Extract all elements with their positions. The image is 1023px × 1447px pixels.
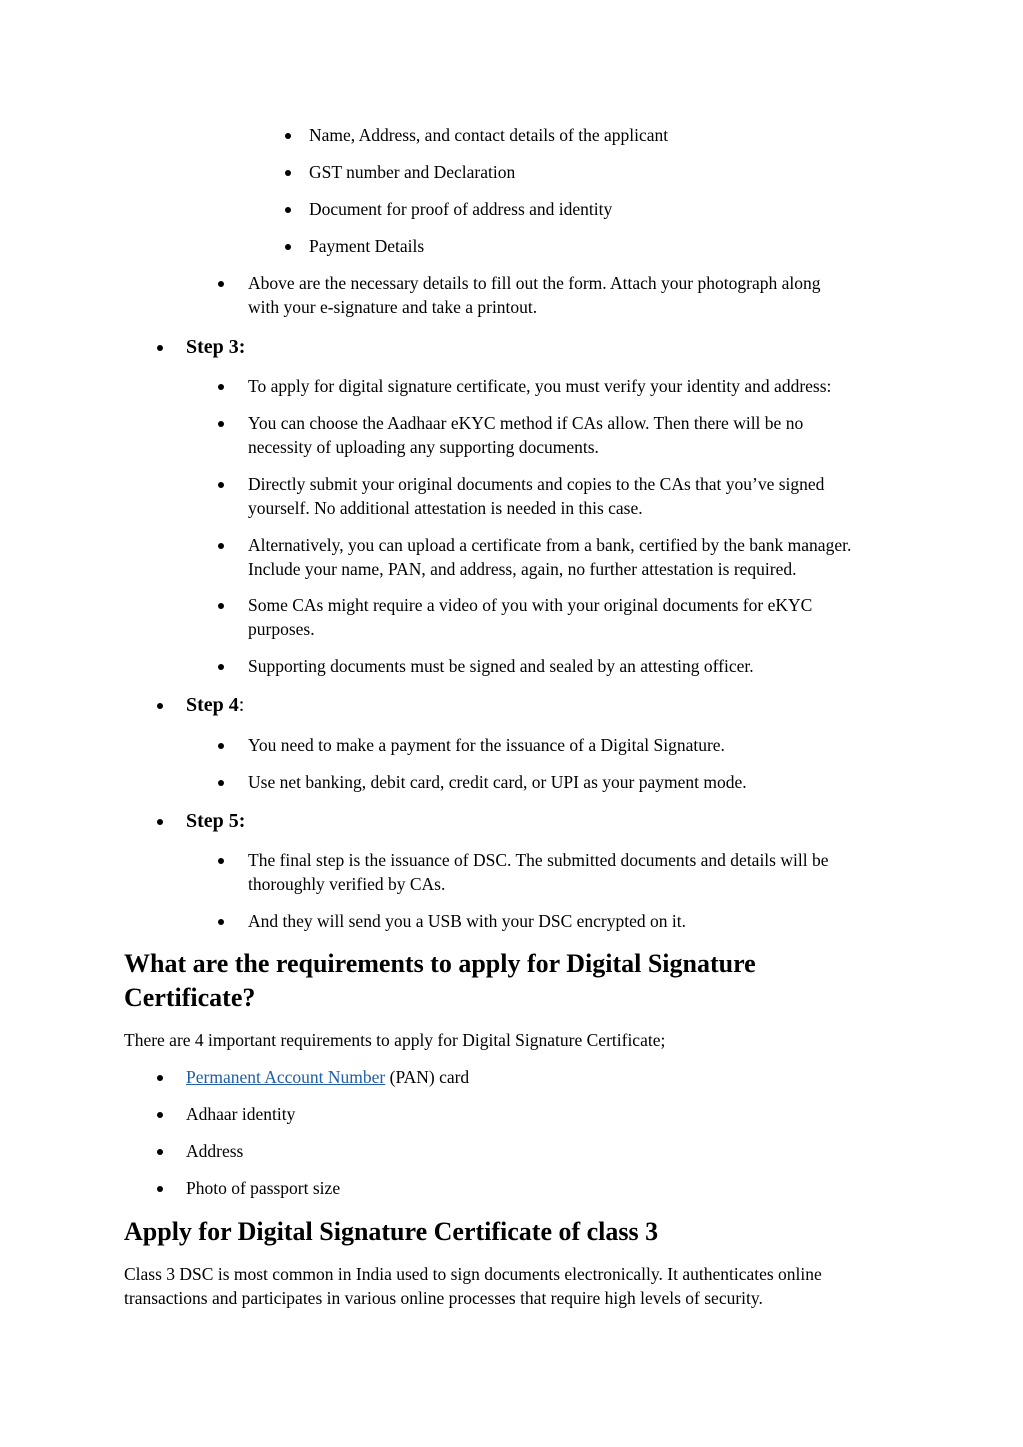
- step-label: Step 3:: [186, 336, 246, 358]
- list-item: [248, 412, 803, 459]
- heading-line: Apply for Digital Signature Certificate of class 3: [124, 1217, 659, 1246]
- list-item-text: Some CAs might require a video of you with your original documents for eKYC: [248, 595, 813, 615]
- list-item: [309, 124, 668, 148]
- list-item: [248, 272, 820, 319]
- list-item-text: Name, Address, and contact details of the applicant: [309, 125, 669, 145]
- requirements-intro: [124, 1029, 665, 1053]
- bullet-icon: [218, 780, 224, 786]
- list-item: [248, 375, 831, 399]
- list-item-text: Document for proof of address and identity: [309, 199, 613, 219]
- list-item-text: Above are the necessary details to fill out the form. Attach your photograph along: [248, 273, 821, 293]
- heading-line: Certificate?: [124, 983, 256, 1012]
- bullet-icon: [157, 1149, 163, 1155]
- list-item-text: necessity of uploading any supporting documents.: [248, 436, 599, 457]
- class3-heading: [124, 1215, 658, 1249]
- list-item-text: And they will send you a USB with your DSC encrypted on it.: [248, 911, 686, 931]
- list-item: [309, 198, 612, 222]
- bullet-icon: [285, 170, 291, 176]
- bullet-icon: [218, 421, 224, 427]
- step-label: Step 5:: [186, 810, 246, 832]
- list-item: [186, 1066, 469, 1090]
- list-item-text: Include your name, PAN, and address, again, no further attestation is required.: [248, 558, 797, 579]
- list-item: [248, 655, 754, 679]
- list-item-text: purposes.: [248, 618, 315, 639]
- bullet-icon: [285, 133, 291, 139]
- list-item-text: Adhaar identity: [186, 1104, 296, 1124]
- list-item-text: To apply for digital signature certificate, you must verify your identity and address:: [248, 376, 832, 396]
- bullet-icon: [157, 819, 163, 825]
- bullet-icon: [157, 1186, 163, 1192]
- paragraph-text: transactions and participates in various online processes that require high levels of security.: [124, 1287, 763, 1308]
- requirements-heading: [124, 947, 756, 1015]
- list-item-text: Photo of passport size: [186, 1178, 341, 1198]
- step-4-heading: [186, 692, 244, 718]
- list-item-text: You need to make a payment for the issuance of a Digital Signature.: [248, 735, 725, 755]
- list-item: [248, 473, 824, 520]
- bullet-icon: [218, 858, 224, 864]
- bullet-icon: [285, 244, 291, 250]
- list-item: [248, 849, 828, 896]
- heading-line: What are the requirements to apply for Digital Signature: [124, 949, 756, 978]
- list-item: [186, 1103, 295, 1127]
- bullet-icon: [218, 543, 224, 549]
- paragraph-text: Class 3 DSC is most common in India used to sign documents electronically. It authenticates online: [124, 1264, 822, 1284]
- list-item-text: Supporting documents must be signed and sealed by an attesting officer.: [248, 656, 754, 676]
- list-item-text: thoroughly verified by CAs.: [248, 873, 446, 894]
- list-item-text: (PAN) card: [385, 1067, 470, 1087]
- list-item-text: You can choose the Aadhaar eKYC method if CAs allow. Then there will be no: [248, 413, 804, 433]
- step-5-heading: [186, 808, 245, 834]
- list-item-text: The final step is the issuance of DSC. The submitted documents and details will be: [248, 850, 829, 870]
- list-item: [248, 594, 812, 641]
- list-item-text: Address: [186, 1141, 244, 1161]
- list-item: [248, 910, 686, 934]
- list-item: [309, 161, 515, 185]
- pan-link[interactable]: Permanent Account Number: [186, 1067, 386, 1087]
- bullet-icon: [218, 482, 224, 488]
- bullet-icon: [157, 1112, 163, 1118]
- list-item-text: Directly submit your original documents and copies to the CAs that you’ve signed: [248, 474, 825, 494]
- list-item-text: with your e-signature and take a printout.: [248, 296, 538, 317]
- paragraph-text: There are 4 important requirements to apply for Digital Signature Certificate;: [124, 1030, 666, 1050]
- bullet-icon: [218, 281, 224, 287]
- bullet-icon: [218, 384, 224, 390]
- list-item: [248, 771, 747, 795]
- class3-paragraph: [124, 1263, 822, 1310]
- list-item: [248, 534, 851, 581]
- bullet-icon: [218, 743, 224, 749]
- list-item-text: Payment Details: [309, 236, 425, 256]
- step-colon: :: [238, 694, 245, 716]
- list-item-text: yourself. No additional attestation is needed in this case.: [248, 497, 643, 518]
- bullet-icon: [285, 207, 291, 213]
- list-item-text: GST number and Declaration: [309, 162, 516, 182]
- list-item: [186, 1177, 340, 1201]
- list-item-text: Alternatively, you can upload a certificate from a bank, certified by the bank manager.: [248, 535, 852, 555]
- bullet-icon: [218, 664, 224, 670]
- list-item: [309, 235, 424, 259]
- bullet-icon: [218, 919, 224, 925]
- list-item: [186, 1140, 243, 1164]
- list-item-text: Use net banking, debit card, credit card, or UPI as your payment mode.: [248, 772, 747, 792]
- step-label: Step 4: [186, 694, 239, 716]
- bullet-icon: [157, 1075, 163, 1081]
- bullet-icon: [157, 345, 163, 351]
- step-3-heading: [186, 334, 245, 360]
- bullet-icon: [157, 703, 163, 709]
- list-item: [248, 734, 725, 758]
- bullet-icon: [218, 603, 224, 609]
